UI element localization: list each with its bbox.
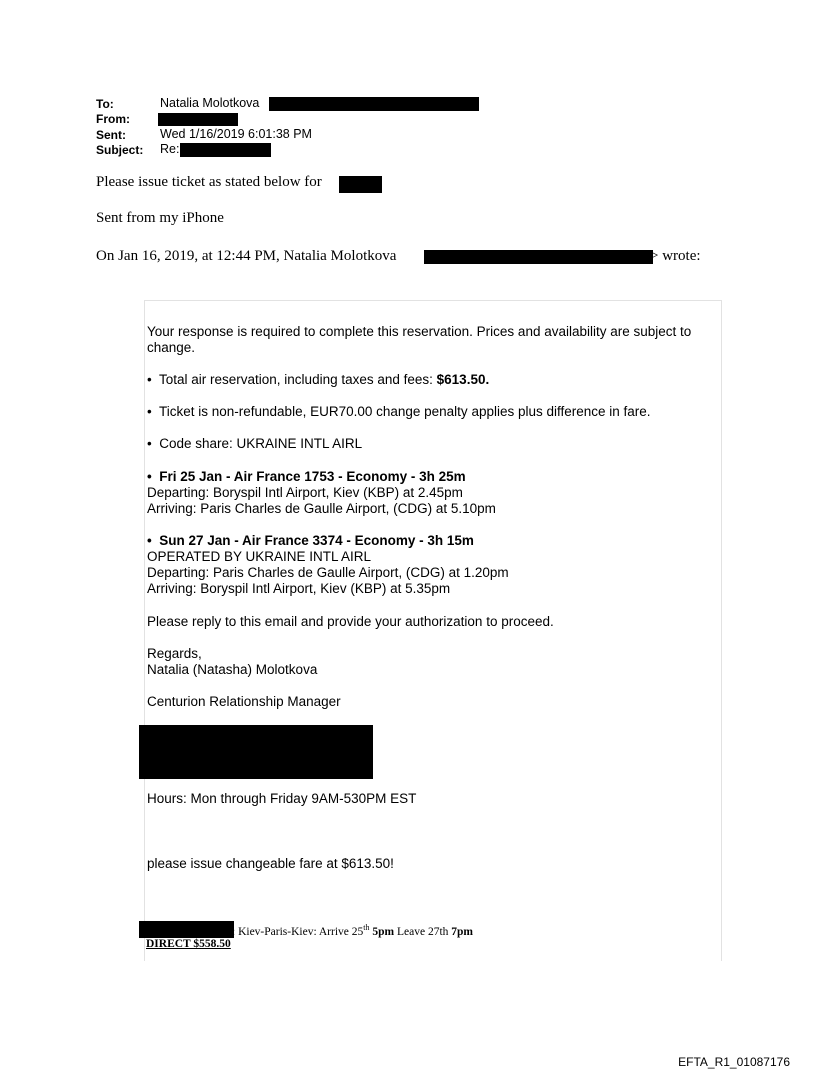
redaction-email-address — [424, 250, 653, 264]
signature-name: Natalia (Natasha) Molotkova — [147, 662, 318, 677]
sent-label: Sent: — [96, 128, 126, 142]
bullet-ticket — [147, 404, 651, 420]
redaction-subject — [180, 143, 271, 157]
route-prefix: : Kiev-Paris-Kiev: Arrive 25 — [232, 925, 364, 938]
signature-title: Centurion Relationship Manager — [147, 694, 341, 709]
changeable-request: please issue changeable fare at $613.50! — [147, 856, 394, 871]
bullet-icon: • — [147, 469, 152, 484]
bullet-codeshare-text: Code share: UKRAINE INTL AIRL — [159, 436, 363, 451]
route-line — [232, 923, 473, 938]
reply-line-1: Please issue ticket as stated below for — [96, 174, 322, 190]
bullet-icon: • — [147, 436, 152, 451]
to-value: Natalia Molotkova — [160, 96, 260, 110]
route-leave: Leave 27th — [396, 925, 449, 938]
flight-2-operated: OPERATED BY UKRAINE INTL AIRL — [147, 549, 372, 564]
flight-2-title — [147, 533, 474, 549]
bullet-total — [147, 372, 489, 388]
flight-1-departing: Departing: Boryspil Intl Airport, Kiev (KBP) at 2.45pm — [147, 485, 463, 500]
response-line-2: change. — [147, 340, 196, 355]
to-label: To: — [96, 97, 114, 111]
quote-wrote: > wrote: — [650, 248, 701, 264]
redaction-name — [339, 176, 382, 193]
direct-fare: DIRECT $558.50 — [146, 938, 231, 950]
bullet-total-text: Total air reservation, including taxes and fees: — [159, 372, 437, 387]
redaction-from — [158, 113, 238, 126]
flight-1-arriving: Arriving: Paris Charles de Gaulle Airport, (CDG) at 5.10pm — [147, 501, 496, 516]
bullet-total-amount: $613.50. — [436, 372, 490, 387]
subject-label: Subject: — [96, 143, 144, 157]
flight-2-arriving: Arriving: Boryspil Intl Airport, Kiev (KBP) at 5.35pm — [147, 581, 451, 596]
response-line-1: Your response is required to complete this reservation. Prices and availability are subject to — [147, 324, 692, 339]
bullet-codeshare — [147, 436, 362, 452]
reply-request: Please reply to this email and provide your authorization to proceed. — [147, 614, 554, 629]
flight-1-title — [147, 469, 466, 485]
flight-2-departing: Departing: Paris Charles de Gaulle Airport, (CDG) at 1.20pm — [147, 565, 509, 580]
route-sup: th — [363, 923, 370, 932]
flight-1-title-text: Fri 25 Jan - Air France 1753 - Economy - 3h 25m — [159, 469, 466, 484]
subject-value: Re: — [160, 142, 180, 156]
redaction-to-address — [269, 97, 479, 111]
redaction-signature-block — [139, 725, 373, 779]
hours: Hours: Mon through Friday 9AM-530PM EST — [147, 791, 417, 806]
route-arrive-time: 5pm — [372, 925, 395, 938]
from-label: From: — [96, 112, 130, 126]
reply-line-2: Sent from my iPhone — [96, 210, 224, 226]
bates-number: EFTA_R1_01087176 — [678, 1055, 790, 1069]
route-leave-time: 7pm — [451, 925, 474, 938]
bullet-icon: • — [147, 404, 152, 419]
bullet-icon: • — [147, 533, 152, 548]
redaction-route-prefix — [139, 921, 234, 938]
bullet-icon: • — [147, 372, 152, 387]
bullet-ticket-text: Ticket is non-refundable, EUR70.00 change penalty applies plus difference in fare. — [159, 404, 651, 419]
sent-value: Wed 1/16/2019 6:01:38 PM — [160, 127, 312, 141]
regards: Regards, — [147, 646, 202, 661]
flight-2-title-text: Sun 27 Jan - Air France 3374 - Economy - 3h 15m — [159, 533, 474, 548]
quote-intro: On Jan 16, 2019, at 12:44 PM, Natalia Molotkova — [96, 248, 397, 264]
